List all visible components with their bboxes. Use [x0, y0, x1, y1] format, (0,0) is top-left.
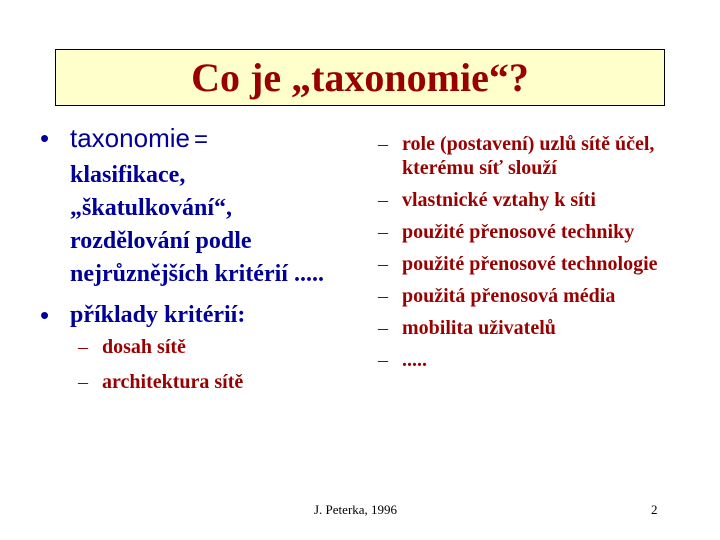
- list-item: [378, 220, 708, 244]
- list-item-text: architektura sítě: [102, 371, 244, 393]
- dash-icon: –: [78, 371, 88, 393]
- bullet-icon: •: [40, 300, 50, 330]
- list-item-text: použité přenosové technologie: [402, 253, 658, 275]
- priklady-kriterii: příklady kritérií:: [70, 302, 246, 328]
- list-item: [378, 132, 708, 180]
- dash-icon: –: [378, 133, 388, 155]
- list-item-text: vlastnické vztahy k síti: [402, 189, 596, 211]
- bullet-taxonomie: [40, 120, 350, 291]
- right-column-list: [378, 132, 708, 380]
- bullet-taxonomie-text: [70, 120, 350, 291]
- dash-icon: –: [378, 253, 388, 275]
- equals-sign: =: [193, 126, 208, 153]
- left-sub-list: [78, 335, 350, 394]
- dash-icon: –: [378, 285, 388, 307]
- list-item: [378, 348, 708, 372]
- list-item: [378, 284, 708, 308]
- list-item: [378, 252, 708, 276]
- slide-title: Co je „taxonomie“?: [191, 54, 529, 100]
- list-item: [78, 335, 350, 359]
- dash-icon: –: [378, 349, 388, 371]
- list-item-text: .....: [402, 349, 427, 371]
- dash-icon: –: [378, 221, 388, 243]
- dash-icon: –: [378, 189, 388, 211]
- list-item-text: dosah sítě: [102, 336, 186, 358]
- dash-icon: –: [378, 317, 388, 339]
- footer-author: J. Peterka, 1996: [314, 502, 398, 517]
- list-item: [378, 188, 708, 212]
- list-item-text: použitá přenosová média: [402, 285, 616, 307]
- page-number: 2: [651, 502, 658, 517]
- list-item: [378, 316, 708, 340]
- taxonomie-definition: klasifikace, „škatulkování“, rozdělování podle nejrůznějších kritérií .....: [70, 162, 324, 287]
- list-item-text: role (postavení) uzlů sítě účel, kterému síť slouží: [402, 133, 655, 179]
- bullet-icon: •: [40, 123, 50, 153]
- bullet-priklady: [40, 297, 350, 333]
- title-box: [55, 49, 665, 106]
- dash-icon: –: [78, 336, 88, 358]
- list-item: [78, 370, 350, 394]
- left-column: [40, 120, 350, 405]
- list-item-text: použité přenosové techniky: [402, 221, 635, 243]
- list-item-text: mobilita uživatelů: [402, 317, 556, 339]
- term-taxonomie: taxonomie: [70, 123, 190, 153]
